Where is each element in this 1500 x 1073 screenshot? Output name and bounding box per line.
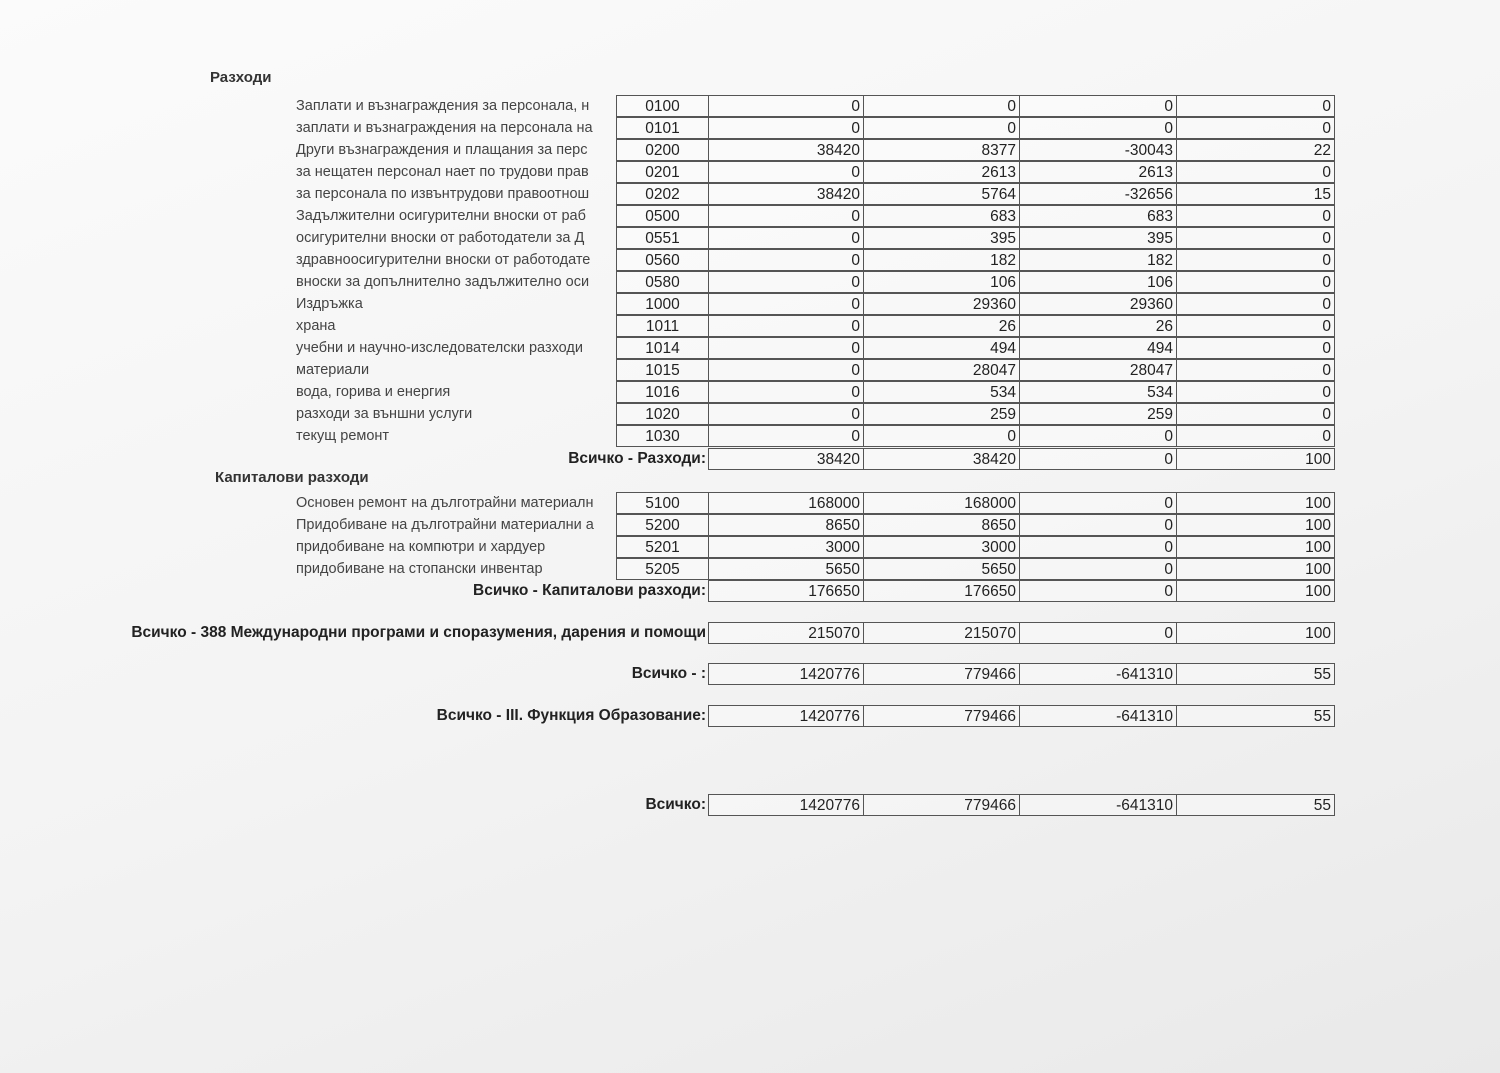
row-value-4: 0 — [1176, 425, 1335, 447]
row-value-1: 38420 — [708, 183, 864, 205]
row-value-3: 259 — [1019, 403, 1177, 425]
row-value-4: 0 — [1176, 95, 1335, 117]
row-code: 1011 — [616, 315, 709, 337]
grand-total-v2: 779466 — [863, 794, 1020, 816]
grand-total-v2: 779466 — [863, 705, 1020, 727]
grand-total-v1: 1420776 — [708, 705, 864, 727]
row-value-4: 0 — [1176, 249, 1335, 271]
row-value-4: 0 — [1176, 381, 1335, 403]
table-row — [0, 558, 1500, 580]
row-label: Придобиване на дълготрайни материални а — [296, 517, 594, 533]
row-value-2: 2613 — [863, 161, 1020, 183]
row-value-3: 26 — [1019, 315, 1177, 337]
grand-total-v3: -641310 — [1019, 705, 1177, 727]
row-value-4: 0 — [1176, 315, 1335, 337]
row-value-1: 0 — [708, 249, 864, 271]
row-value-2: 182 — [863, 249, 1020, 271]
row-value-2: 106 — [863, 271, 1020, 293]
row-value-1: 0 — [708, 117, 864, 139]
row-label: придобиване на компютри и хардуер — [296, 539, 546, 555]
row-value-1: 5650 — [708, 558, 864, 580]
table-row — [0, 359, 1500, 381]
table-row — [0, 271, 1500, 293]
row-code: 0201 — [616, 161, 709, 183]
row-value-4: 0 — [1176, 293, 1335, 315]
row-value-4: 100 — [1176, 536, 1335, 558]
grand-total-v4: 55 — [1176, 663, 1335, 685]
row-value-4: 0 — [1176, 205, 1335, 227]
row-value-4: 100 — [1176, 558, 1335, 580]
row-code: 0202 — [616, 183, 709, 205]
row-code: 0200 — [616, 139, 709, 161]
table-row — [0, 514, 1500, 536]
row-value-1: 0 — [708, 161, 864, 183]
row-value-2: 494 — [863, 337, 1020, 359]
row-code: 1030 — [616, 425, 709, 447]
expense-total-row — [0, 448, 1500, 470]
grand-total-v3: -641310 — [1019, 794, 1177, 816]
row-code: 0101 — [616, 117, 709, 139]
grand-total-v3: -641310 — [1019, 663, 1177, 685]
grand-total-row-all — [0, 794, 1500, 816]
grand-total-v2: 215070 — [863, 622, 1020, 644]
row-value-4: 0 — [1176, 161, 1335, 183]
table-row — [0, 425, 1500, 447]
row-value-1: 0 — [708, 403, 864, 425]
row-code: 1000 — [616, 293, 709, 315]
table-row — [0, 161, 1500, 183]
row-value-2: 8377 — [863, 139, 1020, 161]
row-value-1: 168000 — [708, 492, 864, 514]
row-code: 0560 — [616, 249, 709, 271]
grand-total-v3: 0 — [1019, 622, 1177, 644]
row-code: 1016 — [616, 381, 709, 403]
row-value-4: 100 — [1176, 514, 1335, 536]
row-label: Други възнаграждения и плащания за перс — [296, 142, 588, 158]
row-code: 0551 — [616, 227, 709, 249]
row-value-2: 534 — [863, 381, 1020, 403]
row-code: 0500 — [616, 205, 709, 227]
row-value-4: 0 — [1176, 337, 1335, 359]
row-value-1: 0 — [708, 315, 864, 337]
grand-total-v4: 55 — [1176, 794, 1335, 816]
row-value-2: 5650 — [863, 558, 1020, 580]
grand-total-label: Всичко - III. Функция Образование: — [436, 707, 706, 724]
grand-total-v1: 1420776 — [708, 663, 864, 685]
grand-total-label: Всичко: — [645, 796, 706, 813]
section-title-capital: Капиталови разходи — [215, 469, 369, 486]
row-value-3: 2613 — [1019, 161, 1177, 183]
row-label: Заплати и възнаграждения за персонала, н — [296, 98, 590, 114]
table-row — [0, 293, 1500, 315]
row-value-4: 100 — [1176, 492, 1335, 514]
row-label: храна — [296, 318, 336, 334]
row-value-1: 0 — [708, 271, 864, 293]
section-title-expenses: Разходи — [210, 69, 272, 86]
row-value-1: 0 — [708, 205, 864, 227]
row-value-3: 106 — [1019, 271, 1177, 293]
capital-total-v1: 176650 — [708, 580, 864, 602]
row-value-2: 0 — [863, 117, 1020, 139]
row-code: 0580 — [616, 271, 709, 293]
row-value-1: 38420 — [708, 139, 864, 161]
row-code: 1020 — [616, 403, 709, 425]
row-value-1: 3000 — [708, 536, 864, 558]
row-code: 5200 — [616, 514, 709, 536]
row-value-2: 168000 — [863, 492, 1020, 514]
capital-total-v3: 0 — [1019, 580, 1177, 602]
row-code: 1014 — [616, 337, 709, 359]
row-value-3: 494 — [1019, 337, 1177, 359]
expense-total-v2: 38420 — [863, 448, 1020, 470]
row-value-1: 8650 — [708, 514, 864, 536]
grand-total-row-388 — [0, 622, 1500, 644]
table-row — [0, 337, 1500, 359]
row-value-2: 683 — [863, 205, 1020, 227]
capital-total-v2: 176650 — [863, 580, 1020, 602]
row-code: 5201 — [616, 536, 709, 558]
row-value-1: 0 — [708, 227, 864, 249]
row-label: Задължителни осигурителни вноски от раб — [296, 208, 586, 224]
row-value-3: 683 — [1019, 205, 1177, 227]
row-label: учебни и научно-изследователски разходи — [296, 340, 583, 356]
grand-total-v2: 779466 — [863, 663, 1020, 685]
table-row — [0, 95, 1500, 117]
table-row — [0, 249, 1500, 271]
grand-total-v4: 100 — [1176, 622, 1335, 644]
row-label: за нещатен персонал нает по трудови прав — [296, 164, 589, 180]
table-row — [0, 315, 1500, 337]
row-value-3: -32656 — [1019, 183, 1177, 205]
row-value-2: 5764 — [863, 183, 1020, 205]
row-code: 1015 — [616, 359, 709, 381]
row-value-3: 0 — [1019, 425, 1177, 447]
table-row — [0, 117, 1500, 139]
row-value-3: 29360 — [1019, 293, 1177, 315]
row-value-3: -30043 — [1019, 139, 1177, 161]
row-code: 5100 — [616, 492, 709, 514]
grand-total-label: Всичко - 388 Международни програми и споразумения, дарения и помощи — [131, 624, 706, 641]
row-value-4: 15 — [1176, 183, 1335, 205]
row-value-1: 0 — [708, 359, 864, 381]
row-value-2: 28047 — [863, 359, 1020, 381]
row-value-3: 534 — [1019, 381, 1177, 403]
row-value-3: 0 — [1019, 514, 1177, 536]
row-value-2: 259 — [863, 403, 1020, 425]
row-label: материали — [296, 362, 370, 378]
row-value-2: 0 — [863, 95, 1020, 117]
table-row — [0, 536, 1500, 558]
table-row — [0, 227, 1500, 249]
capital-total-row — [0, 580, 1500, 602]
row-value-1: 0 — [708, 425, 864, 447]
expense-total-label: Всичко - Разходи: — [568, 450, 706, 467]
table-row — [0, 403, 1500, 425]
row-value-3: 0 — [1019, 536, 1177, 558]
row-value-1: 0 — [708, 337, 864, 359]
expense-total-v1: 38420 — [708, 448, 864, 470]
row-value-2: 29360 — [863, 293, 1020, 315]
row-value-4: 0 — [1176, 271, 1335, 293]
row-value-2: 0 — [863, 425, 1020, 447]
row-value-2: 3000 — [863, 536, 1020, 558]
row-value-1: 0 — [708, 293, 864, 315]
row-value-3: 0 — [1019, 558, 1177, 580]
row-label: заплати и възнаграждения на персонала на — [296, 120, 593, 136]
grand-total-row-function — [0, 705, 1500, 727]
row-value-4: 0 — [1176, 117, 1335, 139]
row-value-4: 0 — [1176, 227, 1335, 249]
row-value-1: 0 — [708, 95, 864, 117]
grand-total-v1: 1420776 — [708, 794, 864, 816]
capital-total-v4: 100 — [1176, 580, 1335, 602]
table-row — [0, 139, 1500, 161]
row-code: 0100 — [616, 95, 709, 117]
grand-total-label: Всичко - : — [631, 665, 706, 682]
row-value-3: 0 — [1019, 95, 1177, 117]
capital-total-label: Всичко - Капиталови разходи: — [473, 582, 706, 599]
row-value-1: 0 — [708, 381, 864, 403]
row-value-3: 395 — [1019, 227, 1177, 249]
grand-total-v1: 215070 — [708, 622, 864, 644]
row-value-4: 0 — [1176, 359, 1335, 381]
expense-total-v3: 0 — [1019, 448, 1177, 470]
row-label: вноски за допълнително задължително оси — [296, 274, 590, 290]
row-value-3: 28047 — [1019, 359, 1177, 381]
grand-total-v4: 55 — [1176, 705, 1335, 727]
row-label: Издръжка — [296, 296, 363, 312]
row-value-4: 22 — [1176, 139, 1335, 161]
grand-total-row-blank — [0, 663, 1500, 685]
row-label: текущ ремонт — [296, 428, 390, 444]
row-value-3: 0 — [1019, 117, 1177, 139]
table-row — [0, 381, 1500, 403]
table-row — [0, 205, 1500, 227]
row-value-2: 26 — [863, 315, 1020, 337]
row-code: 5205 — [616, 558, 709, 580]
row-label: осигурителни вноски от работодатели за Д — [296, 230, 585, 246]
table-row — [0, 492, 1500, 514]
row-label: Основен ремонт на дълготрайни материалн — [296, 495, 594, 511]
row-label: разходи за външни услуги — [296, 406, 473, 422]
row-label: здравноосигурителни вноски от работодате — [296, 252, 591, 268]
row-value-2: 395 — [863, 227, 1020, 249]
row-value-3: 182 — [1019, 249, 1177, 271]
row-label: придобиване на стопански инвентар — [296, 561, 543, 577]
row-value-4: 0 — [1176, 403, 1335, 425]
row-value-2: 8650 — [863, 514, 1020, 536]
row-label: за персонала по извънтрудови правоотнош — [296, 186, 590, 202]
row-value-3: 0 — [1019, 492, 1177, 514]
expense-total-v4: 100 — [1176, 448, 1335, 470]
row-label: вода, горива и енергия — [296, 384, 451, 400]
table-row — [0, 183, 1500, 205]
